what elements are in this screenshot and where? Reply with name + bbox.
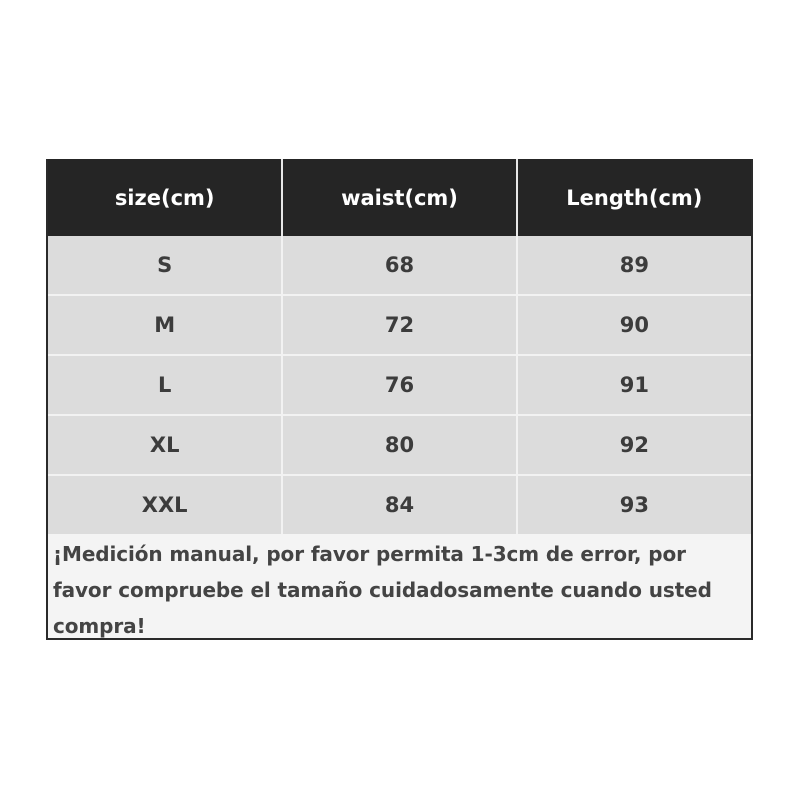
cell-waist: 76 [282,355,516,415]
table-header [48,159,751,236]
cell-waist: 68 [282,236,516,295]
cell-length: 90 [517,295,751,355]
header-row [48,159,751,236]
cell-length: 93 [517,475,751,534]
cell-length: 89 [517,236,751,295]
cell-size: S [48,236,282,295]
header-waist: waist(cm) [282,159,516,236]
table-row [48,475,751,534]
cell-waist: 84 [282,475,516,534]
cell-size: XXL [48,475,282,534]
header-length: Length(cm) [517,159,751,236]
table-row [48,236,751,295]
measurement-note: ¡Medición manual, por favor permita 1-3cm de error, por favor compruebe el tamaño cuidadosamente cuando usted compra! [48,534,751,638]
cell-size: L [48,355,282,415]
cell-size: M [48,295,282,355]
cell-waist: 72 [282,295,516,355]
cell-size: XL [48,415,282,475]
cell-length: 92 [517,415,751,475]
size-table [48,159,751,534]
header-size: size(cm) [48,159,282,236]
table-row [48,355,751,415]
cell-waist: 80 [282,415,516,475]
cell-length: 91 [517,355,751,415]
size-chart [46,159,753,640]
table-body [48,236,751,534]
table-row [48,295,751,355]
table-row [48,415,751,475]
